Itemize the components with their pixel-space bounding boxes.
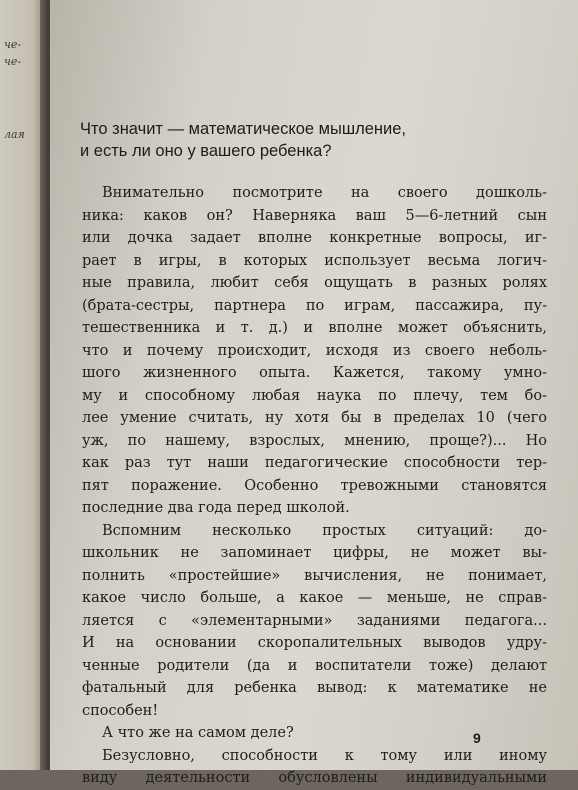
text-line: (брата-сестры, партнера по играм, пассажира, пу- xyxy=(82,297,547,314)
text-line: Внимательно посмотрите на своего дошколь- xyxy=(102,185,547,201)
text-line: ные правила, любит себя ощущать в разных ролях xyxy=(82,275,547,291)
text-line: шого жизненного опыта. Кажется, такому умно- xyxy=(82,365,547,381)
text-line: ченные родители (да и воспитатели тоже) делают xyxy=(82,657,547,674)
text-line: ляется с «элементарными» заданиями педагога... xyxy=(82,612,547,629)
heading-line: Что значит — математическое мышление, xyxy=(80,120,406,138)
text-line: А что же на самом деле? xyxy=(102,725,294,741)
heading-line: и есть ли оно у вашего ребенка? xyxy=(80,142,332,160)
text-line: способен! xyxy=(82,702,159,719)
text-line: му и способному любая наука по плечу, тем бо- xyxy=(82,387,547,404)
text-line: последние два года перед школой. xyxy=(82,500,350,516)
body-text xyxy=(82,182,547,790)
text-line: что и почему происходит, исходя из своего неболь- xyxy=(82,342,547,359)
text-line: тешественника и т. д.) и вполне может объяснить, xyxy=(82,320,547,336)
text-line: или дочка задает вполне конкретные вопросы, иг- xyxy=(82,230,547,246)
text-line: лее умение считать, ну хотя бы в пределах 10 (чего xyxy=(82,410,547,426)
text-line: виду деятельности обусловлены индивидуальными xyxy=(82,770,547,786)
text-line: как раз тут наши педагогические способности тер- xyxy=(82,455,547,471)
left-page-fragment: лая xyxy=(4,128,25,141)
book-page xyxy=(50,0,578,786)
text-line: уж, по нашему, взрослых, мнению, проще?)... Но xyxy=(82,432,547,449)
left-page-fragment: че- xyxy=(4,55,22,68)
text-line: рает в игры, в которых использует весьма логич- xyxy=(82,252,547,269)
text-line: пят поражение. Особенно тревожными становятся xyxy=(82,477,547,494)
text-line: Безусловно, способности к тому или иному xyxy=(102,747,547,764)
left-page-fragment: че- xyxy=(4,38,22,51)
text-line: фатальный для ребенка вывод: к математике не xyxy=(82,680,547,696)
page-number: 9 xyxy=(473,730,481,746)
text-line: Вспомним несколько простых ситуаций: до- xyxy=(102,522,547,539)
text-line: И на основании скоропалительных выводов удру- xyxy=(82,635,547,651)
text-line: школьник не запоминает цифры, не может вы- xyxy=(82,545,547,561)
text-line: ника: каков он? Наверняка ваш 5—6-летний сын xyxy=(82,207,547,224)
section-heading xyxy=(80,118,560,162)
text-line: полнить «простейшие» вычисления, не понимает, xyxy=(82,567,547,584)
text-line: какое число больше, а какое — меньше, не справ- xyxy=(82,590,547,606)
